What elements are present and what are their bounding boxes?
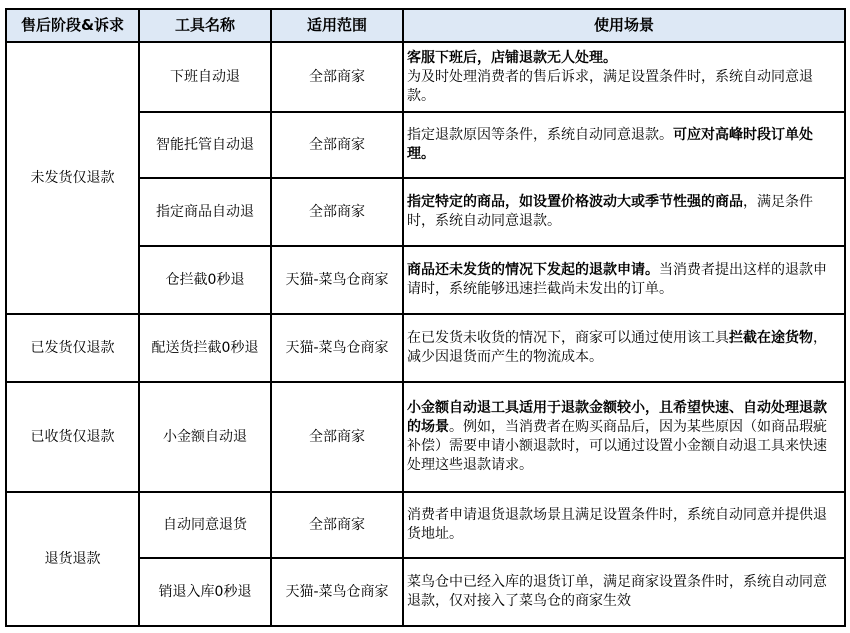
table-row [6, 382, 845, 492]
header-row [6, 9, 845, 42]
tool-name-cell: 销退入库0秒退 [139, 558, 271, 626]
usage-cell [403, 178, 845, 246]
scope-cell: 全部商家 [271, 492, 403, 558]
usage-text: 在已发货未收货的情况下，商家可以通过使用该工具 [407, 330, 729, 346]
scope-cell: 全部商家 [271, 42, 403, 112]
usage-text: ，减少因退货而产生的物流成本。 [407, 330, 827, 365]
usage-text: 指定退款原因等条件，系统自动同意退款。 [407, 127, 673, 143]
tool-name-cell: 小金额自动退 [139, 382, 271, 492]
usage-cell [403, 492, 845, 558]
usage-text: 消费者申请退货退款场景且满足设置条件时，系统自动同意并提供退货地址。 [407, 507, 827, 542]
usage-text: 菜鸟仓中已经入库的退货订单，满足商家设置条件时，系统自动同意退款，仅对接入了菜鸟仓的商家生效 [407, 574, 827, 609]
scope-cell: 天猫-菜鸟仓商家 [271, 558, 403, 626]
usage-text-bold: 商品还未发货的情况下发起的退款申请。 [407, 262, 659, 278]
table-row [6, 314, 845, 382]
usage-cell [403, 382, 845, 492]
usage-text-bold: 指定特定的商品，如设置价格波动大或季节性强的商品 [407, 194, 743, 210]
header-tool-name: 工具名称 [139, 9, 271, 42]
usage-text-bold: 客服下班后，店铺退款无人处理。 [407, 49, 617, 66]
usage-cell [403, 246, 845, 314]
usage-text-bold: 拦截在途货物 [729, 330, 813, 346]
header-scope: 适用范围 [271, 9, 403, 42]
scope-cell: 天猫-菜鸟仓商家 [271, 246, 403, 314]
stage-cell: 已收货仅退款 [6, 382, 139, 492]
header-stage: 售后阶段&诉求 [6, 9, 139, 42]
usage-cell [403, 42, 845, 112]
scope-cell: 全部商家 [271, 178, 403, 246]
stage-cell: 未发货仅退款 [6, 42, 139, 314]
usage-text: 为及时处理消费者的售后诉求，满足设置条件时，系统自动同意退款。 [407, 68, 813, 104]
tool-name-cell: 配送货拦截0秒退 [139, 314, 271, 382]
tool-name-cell: 指定商品自动退 [139, 178, 271, 246]
scope-cell: 全部商家 [271, 112, 403, 178]
scope-cell: 天猫-菜鸟仓商家 [271, 314, 403, 382]
stage-cell: 退货退款 [6, 492, 139, 626]
usage-text: 。例如，当消费者在购买商品后，因为某些原因（如商品瑕疵补偿）需要申请小额退款时，可以通过设置小金额自动退工具来快速处理这些退款请求。 [407, 419, 827, 473]
usage-text-bold: 小金额自动退工具适用于退款金额较小，且希望快速、自动处理退款的场景 [407, 400, 827, 435]
scope-cell: 全部商家 [271, 382, 403, 492]
table-row [6, 492, 845, 558]
usage-text-bold: 可应对高峰时段订单处理。 [407, 127, 813, 162]
tool-name-cell: 下班自动退 [139, 42, 271, 112]
usage-cell [403, 558, 845, 626]
tool-name-cell: 仓拦截0秒退 [139, 246, 271, 314]
refund-tools-table [5, 8, 846, 627]
tool-name-cell: 智能托管自动退 [139, 112, 271, 178]
usage-cell [403, 314, 845, 382]
usage-text: 当消费者提出这样的退款申请时，系统能够迅速拦截尚未发出的订单。 [407, 262, 827, 297]
stage-cell: 已发货仅退款 [6, 314, 139, 382]
usage-cell [403, 112, 845, 178]
usage-text: ，满足条件时，系统自动同意退款。 [407, 194, 813, 229]
tool-name-cell: 自动同意退货 [139, 492, 271, 558]
table-row [6, 42, 845, 112]
header-usage: 使用场景 [403, 9, 845, 42]
